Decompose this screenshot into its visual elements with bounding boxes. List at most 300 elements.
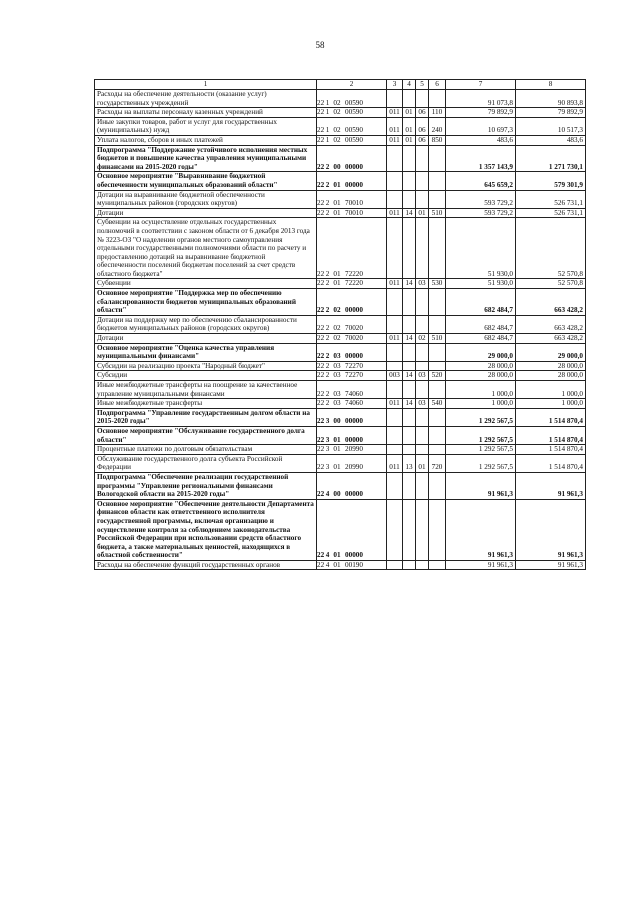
code-part: 01: [333, 269, 341, 278]
row-department-code: [387, 315, 403, 333]
row-name: Расходы на обеспечение деятельности (оказание услуг) государственных учреждений: [95, 90, 317, 108]
row-subsection-code: [416, 560, 429, 570]
row-subsection-code: [416, 408, 429, 426]
column-header: 3: [387, 80, 403, 90]
row-expense-type-code: [429, 472, 446, 499]
code-part: 74060: [345, 399, 363, 408]
code-part: 02: [333, 334, 341, 343]
row-department-code: [387, 172, 403, 190]
row-amount-col8: 1 514 870,4: [516, 445, 586, 455]
row-department-code: [387, 343, 403, 361]
row-amount-col7: 1 000,0: [446, 381, 516, 399]
code-part: 2: [325, 162, 330, 171]
code-part: 4: [325, 490, 330, 499]
row-department-code: 011: [387, 208, 403, 218]
table-row: [95, 190, 586, 208]
row-section-code: [403, 361, 416, 371]
row-expense-type-code: 110: [429, 108, 446, 118]
row-amount-col8: 526 731,1: [516, 208, 586, 218]
row-section-code: [403, 381, 416, 399]
row-amount-col7: 91 961,3: [446, 499, 516, 560]
code-part: 02: [333, 306, 341, 315]
row-section-code: 14: [403, 334, 416, 344]
table-row: [95, 560, 586, 570]
code-part: 22: [317, 135, 325, 144]
column-header: 7: [446, 80, 516, 90]
code-part: 22: [317, 361, 325, 370]
row-expense-type-code: [429, 218, 446, 279]
row-name: Дотации: [95, 208, 317, 218]
row-name: Основное мероприятие "Обеспечение деятельности Департамента финансов области как ответственного исполнителя государственной программы, включая организацию и осуществление контроля за соблюдением законодательства Российской Федерации при использовании средств областного бюджета, а также материальных ценностей, находящихся в областной собственности": [95, 499, 317, 560]
code-part: 01: [333, 560, 341, 569]
code-part: 2: [325, 334, 330, 343]
code-part: 22: [317, 371, 325, 380]
row-section-code: [403, 499, 416, 560]
row-amount-col8: 91 961,3: [516, 560, 586, 570]
row-subsection-code: [416, 499, 429, 560]
row-name: Подпрограмма "Управление государственным долгом области на 2015-2020 годы": [95, 408, 317, 426]
row-amount-col8: 663 428,2: [516, 334, 586, 344]
row-subsection-code: 06: [416, 108, 429, 118]
row-section-code: [403, 172, 416, 190]
table-row: [95, 315, 586, 333]
code-part: 2: [325, 361, 330, 370]
row-section-code: [403, 289, 416, 316]
row-expense-type-code: [429, 343, 446, 361]
row-section-code: [403, 560, 416, 570]
code-part: 02: [333, 98, 341, 107]
code-part: 01: [333, 435, 341, 444]
code-part: 20990: [345, 445, 363, 454]
table-row: [95, 472, 586, 499]
row-amount-col8: 1 271 730,1: [516, 145, 586, 172]
code-part: 22: [317, 199, 325, 208]
code-part: 02: [333, 108, 341, 117]
code-part: 3: [325, 445, 330, 454]
table-row: [95, 381, 586, 399]
row-subsection-code: [416, 426, 429, 444]
row-department-code: 011: [387, 117, 403, 135]
row-amount-col8: 91 961,3: [516, 499, 586, 560]
table-row: [95, 334, 586, 344]
row-amount-col8: 79 892,9: [516, 108, 586, 118]
page-number: 58: [315, 40, 325, 50]
code-part: 00000: [345, 551, 363, 560]
code-part: 2: [325, 399, 330, 408]
row-subsection-code: [416, 145, 429, 172]
table-row: [95, 343, 586, 361]
row-amount-col7: 79 892,9: [446, 108, 516, 118]
table-row: [95, 208, 586, 218]
column-header: 1: [95, 80, 317, 90]
code-part: 22: [317, 324, 325, 333]
row-department-code: 011: [387, 108, 403, 118]
code-part: 4: [325, 560, 330, 569]
row-department-code: [387, 361, 403, 371]
code-part: 01: [333, 208, 341, 217]
code-part: 22: [317, 389, 325, 398]
row-name: Иные межбюджетные трансферты: [95, 399, 317, 409]
row-subsection-code: [416, 315, 429, 333]
row-amount-col8: 1 000,0: [516, 399, 586, 409]
row-amount-col7: 682 484,7: [446, 334, 516, 344]
row-section-code: 01: [403, 108, 416, 118]
column-header: 5: [416, 80, 429, 90]
table-row: [95, 108, 586, 118]
code-part: 00: [333, 490, 341, 499]
code-part: 01: [333, 463, 341, 472]
row-amount-col8: 28 000,0: [516, 371, 586, 381]
row-amount-col8: 28 000,0: [516, 361, 586, 371]
row-section-code: 14: [403, 371, 416, 381]
row-subsection-code: 03: [416, 399, 429, 409]
row-amount-col7: 593 729,2: [446, 190, 516, 208]
code-part: 22: [317, 162, 325, 171]
code-part: 03: [333, 371, 341, 380]
code-part: 22: [317, 399, 325, 408]
row-subsection-code: [416, 381, 429, 399]
row-target-code: [317, 334, 387, 344]
code-part: 01: [333, 551, 341, 560]
row-name: Подпрограмма "Обеспечение реализации государственной программы "Управление региональными финансами Вологодской области на 2015-2020 годы": [95, 472, 317, 499]
row-name: Субвенции: [95, 279, 317, 289]
code-part: 2: [325, 371, 330, 380]
row-amount-col7: 1 292 567,5: [446, 445, 516, 455]
row-expense-type-code: [429, 499, 446, 560]
row-section-code: [403, 315, 416, 333]
row-target-code: [317, 190, 387, 208]
row-target-code: [317, 279, 387, 289]
row-amount-col8: 1 000,0: [516, 381, 586, 399]
row-section-code: [403, 408, 416, 426]
code-part: 00: [333, 417, 341, 426]
row-amount-col7: 91 073,8: [446, 90, 516, 108]
row-section-code: [403, 90, 416, 108]
table-row: [95, 371, 586, 381]
row-amount-col8: 483,6: [516, 135, 586, 145]
row-department-code: [387, 145, 403, 172]
row-subsection-code: [416, 361, 429, 371]
code-part: 00000: [345, 180, 363, 189]
row-expense-type-code: [429, 445, 446, 455]
row-expense-type-code: 720: [429, 454, 446, 472]
row-department-code: [387, 426, 403, 444]
row-name: Обслуживание государственного долга субъекта Российской Федерации: [95, 454, 317, 472]
code-part: 22: [317, 108, 325, 117]
table-row: [95, 454, 586, 472]
row-amount-col7: 1 292 567,5: [446, 426, 516, 444]
row-name: Расходы на выплаты персоналу казенных учреждений: [95, 108, 317, 118]
row-expense-type-code: [429, 145, 446, 172]
row-amount-col8: 52 570,8: [516, 279, 586, 289]
code-part: 22: [317, 445, 325, 454]
row-amount-col7: 1 000,0: [446, 399, 516, 409]
row-name: Основное мероприятие "Выравнивание бюджетной обеспеченности муниципальных образований области": [95, 172, 317, 190]
row-expense-type-code: [429, 381, 446, 399]
table-row: [95, 135, 586, 145]
row-subsection-code: [416, 289, 429, 316]
row-expense-type-code: 530: [429, 279, 446, 289]
table-row: [95, 289, 586, 316]
table-row: [95, 445, 586, 455]
row-subsection-code: [416, 90, 429, 108]
row-expense-type-code: 510: [429, 334, 446, 344]
row-expense-type-code: 540: [429, 399, 446, 409]
row-name: Расходы на обеспечение функций государственных органов: [95, 560, 317, 570]
code-part: 22: [317, 208, 325, 217]
row-amount-col8: 663 428,2: [516, 315, 586, 333]
row-section-code: 14: [403, 208, 416, 218]
row-target-code: [317, 454, 387, 472]
code-part: 2: [325, 269, 330, 278]
row-department-code: 011: [387, 454, 403, 472]
code-part: 3: [325, 463, 330, 472]
code-part: 22: [317, 352, 325, 361]
row-name: Субсидии на реализацию проекта "Народный бюджет": [95, 361, 317, 371]
row-section-code: [403, 445, 416, 455]
row-target-code: [317, 289, 387, 316]
row-amount-col7: 28 000,0: [446, 361, 516, 371]
code-part: 01: [333, 180, 341, 189]
row-department-code: [387, 408, 403, 426]
code-part: 00000: [345, 352, 363, 361]
row-name: Иные межбюджетные трансферты на поощрение за качественное управление муниципальными финансами: [95, 381, 317, 399]
row-department-code: 011: [387, 334, 403, 344]
row-department-code: [387, 472, 403, 499]
row-amount-col7: 682 484,7: [446, 289, 516, 316]
code-part: 00000: [345, 435, 363, 444]
row-amount-col8: 1 514 870,4: [516, 454, 586, 472]
code-part: 2: [325, 324, 330, 333]
code-part: 2: [325, 279, 330, 288]
code-part: 02: [333, 135, 341, 144]
row-target-code: [317, 381, 387, 399]
row-amount-col7: 51 930,0: [446, 279, 516, 289]
column-header: 8: [516, 80, 586, 90]
row-subsection-code: 02: [416, 334, 429, 344]
code-part: 22: [317, 560, 325, 569]
row-expense-type-code: 850: [429, 135, 446, 145]
code-part: 20990: [345, 463, 363, 472]
code-part: 3: [325, 417, 330, 426]
row-department-code: 011: [387, 279, 403, 289]
row-subsection-code: 03: [416, 279, 429, 289]
row-name: Дотации на поддержку мер по обеспечению сбалансированности бюджетов муниципальных районов (городских округов): [95, 315, 317, 333]
row-amount-col7: 593 729,2: [446, 208, 516, 218]
row-expense-type-code: 520: [429, 371, 446, 381]
row-target-code: [317, 472, 387, 499]
row-name: Субвенции на осуществление отдельных государственных полномочий в соответствии с законом области от 6 декабря 2013 года № 3223-ОЗ "О наделении органов местного самоуправления отдельными государственными полномочиями области по расчету и предоставлению дотаций на выравнивание бюджетной обеспеченности поселений бюджетам поселений за счет средств областного бюджета": [95, 218, 317, 279]
row-department-code: [387, 445, 403, 455]
row-department-code: [387, 190, 403, 208]
row-subsection-code: [416, 218, 429, 279]
code-part: 02: [333, 126, 341, 135]
code-part: 00000: [345, 162, 363, 171]
row-name: Иные закупки товаров, работ и услуг для государственных (муниципальных) нужд: [95, 117, 317, 135]
code-part: 70010: [345, 199, 363, 208]
row-target-code: [317, 408, 387, 426]
code-part: 22: [317, 269, 325, 278]
row-name: Подпрограмма "Поддержание устойчивого исполнения местных бюджетов и повышение качества управления муниципальными финансами на 2015-2020 годы": [95, 145, 317, 172]
row-section-code: [403, 426, 416, 444]
code-part: 00: [333, 162, 341, 171]
row-target-code: [317, 560, 387, 570]
row-subsection-code: [416, 190, 429, 208]
row-amount-col8: 29 000,0: [516, 343, 586, 361]
table-row: [95, 117, 586, 135]
row-subsection-code: [416, 472, 429, 499]
table-row: [95, 145, 586, 172]
code-part: 00000: [345, 417, 363, 426]
row-target-code: [317, 361, 387, 371]
code-part: 2: [325, 208, 330, 217]
code-part: 22: [317, 490, 325, 499]
row-target-code: [317, 343, 387, 361]
row-department-code: 003: [387, 371, 403, 381]
row-amount-col8: 663 428,2: [516, 289, 586, 316]
row-subsection-code: [416, 445, 429, 455]
code-part: 72270: [345, 371, 363, 380]
row-subsection-code: 06: [416, 135, 429, 145]
code-part: 00000: [345, 490, 363, 499]
row-amount-col7: 51 930,0: [446, 218, 516, 279]
code-part: 72220: [345, 269, 363, 278]
row-target-code: [317, 145, 387, 172]
row-amount-col8: 1 514 870,4: [516, 408, 586, 426]
code-part: 22: [317, 435, 325, 444]
row-target-code: [317, 371, 387, 381]
table-row: [95, 218, 586, 279]
code-part: 03: [333, 361, 341, 370]
code-part: 22: [317, 417, 325, 426]
row-amount-col8: 91 961,3: [516, 472, 586, 499]
row-amount-col7: 28 000,0: [446, 371, 516, 381]
row-target-code: [317, 172, 387, 190]
row-target-code: [317, 315, 387, 333]
code-part: 00590: [345, 126, 363, 135]
row-subsection-code: 01: [416, 208, 429, 218]
code-part: 01: [333, 279, 341, 288]
row-target-code: [317, 445, 387, 455]
code-part: 1: [325, 135, 330, 144]
table-header-row: [95, 80, 586, 90]
budget-table: [94, 79, 586, 570]
row-name: Основное мероприятие "Обслуживание государственного долга области": [95, 426, 317, 444]
code-part: 1: [325, 126, 330, 135]
row-target-code: [317, 399, 387, 409]
row-section-code: 01: [403, 135, 416, 145]
row-target-code: [317, 108, 387, 118]
code-part: 22: [317, 180, 325, 189]
row-section-code: 14: [403, 399, 416, 409]
code-part: 03: [333, 399, 341, 408]
row-department-code: [387, 499, 403, 560]
row-section-code: [403, 218, 416, 279]
row-amount-col7: 645 659,2: [446, 172, 516, 190]
row-target-code: [317, 218, 387, 279]
row-subsection-code: 01: [416, 454, 429, 472]
row-subsection-code: [416, 172, 429, 190]
code-part: 74060: [345, 389, 363, 398]
code-part: 01: [333, 199, 341, 208]
row-expense-type-code: [429, 90, 446, 108]
row-department-code: [387, 90, 403, 108]
row-department-code: [387, 381, 403, 399]
row-section-code: [403, 343, 416, 361]
row-target-code: [317, 135, 387, 145]
code-part: 2: [325, 306, 330, 315]
row-target-code: [317, 208, 387, 218]
code-part: 22: [317, 306, 325, 315]
row-amount-col7: 10 697,3: [446, 117, 516, 135]
table-row: [95, 90, 586, 108]
row-amount-col7: 1 292 567,5: [446, 454, 516, 472]
row-expense-type-code: [429, 361, 446, 371]
row-name: Дотации на выравнивание бюджетной обеспеченности муниципальных районов (городских округов): [95, 190, 317, 208]
code-part: 1: [325, 108, 330, 117]
row-target-code: [317, 426, 387, 444]
row-section-code: [403, 190, 416, 208]
row-amount-col7: 91 961,3: [446, 472, 516, 499]
row-expense-type-code: [429, 560, 446, 570]
code-part: 22: [317, 551, 325, 560]
code-part: 2: [325, 389, 330, 398]
code-part: 70010: [345, 208, 363, 217]
row-name: Уплата налогов, сборов и иных платежей: [95, 135, 317, 145]
row-target-code: [317, 117, 387, 135]
row-department-code: 011: [387, 399, 403, 409]
row-name: Основное мероприятие "Поддержка мер по обеспечению сбалансированности бюджетов муниципальных образований области": [95, 289, 317, 316]
row-expense-type-code: [429, 289, 446, 316]
row-amount-col8: 52 570,8: [516, 218, 586, 279]
row-department-code: [387, 289, 403, 316]
row-expense-type-code: [429, 172, 446, 190]
code-part: 22: [317, 98, 325, 107]
code-part: 22: [317, 126, 325, 135]
code-part: 70020: [345, 334, 363, 343]
code-part: 70020: [345, 324, 363, 333]
row-amount-col8: 1 514 870,4: [516, 426, 586, 444]
code-part: 3: [325, 435, 330, 444]
row-amount-col8: 579 301,9: [516, 172, 586, 190]
row-expense-type-code: [429, 190, 446, 208]
row-amount-col7: 682 484,7: [446, 315, 516, 333]
row-amount-col7: 91 961,3: [446, 560, 516, 570]
row-expense-type-code: [429, 408, 446, 426]
row-amount-col7: 483,6: [446, 135, 516, 145]
row-department-code: [387, 560, 403, 570]
table-row: [95, 361, 586, 371]
code-part: 22: [317, 279, 325, 288]
code-part: 72220: [345, 279, 363, 288]
row-department-code: [387, 218, 403, 279]
row-name: Дотации: [95, 334, 317, 344]
row-amount-col8: 10 517,3: [516, 117, 586, 135]
code-part: 03: [333, 352, 341, 361]
table-row: [95, 426, 586, 444]
table-row: [95, 499, 586, 560]
row-target-code: [317, 90, 387, 108]
row-name: Субсидии: [95, 371, 317, 381]
table-row: [95, 172, 586, 190]
column-header: 2: [317, 80, 387, 90]
code-part: 03: [333, 389, 341, 398]
row-expense-type-code: 240: [429, 117, 446, 135]
code-part: 2: [325, 199, 330, 208]
code-part: 00190: [345, 560, 363, 569]
row-amount-col7: 29 000,0: [446, 343, 516, 361]
code-part: 4: [325, 551, 330, 560]
